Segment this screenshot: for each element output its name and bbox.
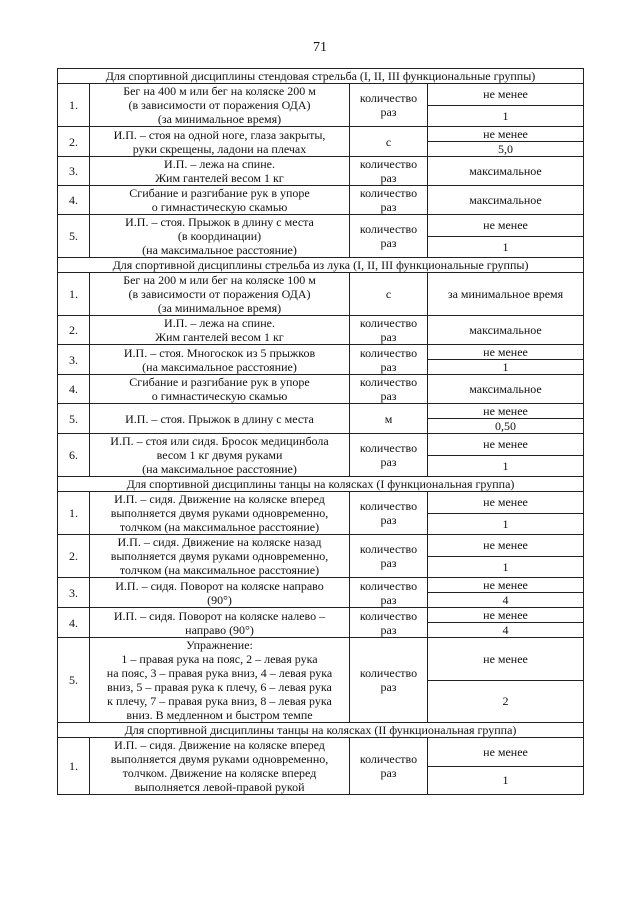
- section-header-row: [58, 477, 584, 492]
- exercise-line: И.П. – стоя на одной ноге, глаза закрыты,: [113, 127, 326, 142]
- criterion: максимальное: [428, 375, 584, 404]
- exercise-line: (на максимальное расстояние): [142, 243, 297, 257]
- exercise-line: (за минимальное время): [157, 301, 282, 315]
- unit-line: раз: [380, 236, 397, 250]
- unit-line: с: [385, 134, 392, 149]
- criterion: не менее: [428, 127, 584, 142]
- unit-of-measure: [350, 404, 428, 434]
- unit-line: раз: [380, 766, 397, 780]
- exercise-line: толчком (на максимальное расстояние): [119, 563, 320, 577]
- row-number: 1.: [58, 84, 90, 127]
- section-header-row: [58, 69, 584, 84]
- exercise-description: [90, 578, 350, 608]
- unit-of-measure: [350, 535, 428, 578]
- exercise-line: на пояс, 3 – правая рука вниз, 4 – левая рука: [106, 666, 333, 680]
- exercise-line: о гимнастическую скамью: [151, 200, 288, 214]
- table-row: [58, 492, 584, 514]
- standard-value: 1: [428, 236, 584, 258]
- row-number: 5.: [58, 638, 90, 723]
- exercise-line: Жим гантелей весом 1 кг: [155, 171, 284, 185]
- unit-of-measure: [350, 492, 428, 535]
- standard-value: 4: [428, 593, 584, 608]
- exercise-line: И.П. – сидя. Движение на коляске вперед: [114, 738, 325, 752]
- exercise-description: [90, 404, 350, 434]
- exercise-line: вниз, 5 – правая рука к плечу, 6 – левая рука: [107, 680, 332, 694]
- exercise-description: [90, 345, 350, 375]
- unit-of-measure: [350, 127, 428, 157]
- criterion: за минимальное время: [428, 273, 584, 316]
- exercise-description: [90, 186, 350, 215]
- exercise-line: весом 1 кг двумя руками: [156, 448, 283, 462]
- unit-of-measure: [350, 157, 428, 186]
- exercise-line: (на максимальное расстояние): [142, 359, 297, 374]
- exercise-line: о гимнастическую скамью: [151, 389, 288, 403]
- standards-table: [57, 68, 584, 795]
- unit-line: количество: [359, 186, 418, 200]
- unit-line: раз: [380, 200, 397, 214]
- row-number: 1.: [58, 273, 90, 316]
- unit-line: раз: [380, 622, 397, 637]
- exercise-line: Жим гантелей весом 1 кг: [155, 330, 284, 344]
- exercise-line: Упражнение:: [186, 638, 253, 652]
- exercise-line: (90°): [207, 592, 232, 607]
- unit-line: количество: [359, 157, 418, 171]
- exercise-description: [90, 127, 350, 157]
- exercise-line: выполняется левой-правой рукой: [134, 780, 305, 794]
- exercise-description: [90, 434, 350, 477]
- exercise-line: вниз. В медленном и быстром темпе: [126, 708, 313, 722]
- unit-of-measure: [350, 608, 428, 638]
- standard-value: 1: [428, 455, 584, 477]
- row-number: 4.: [58, 375, 90, 404]
- unit-of-measure: [350, 345, 428, 375]
- exercise-line: Бег на 200 м или бег на коляске 100 м: [123, 273, 316, 287]
- criterion: не менее: [428, 434, 584, 456]
- row-number: 2.: [58, 316, 90, 345]
- unit-line: количество: [359, 316, 418, 330]
- criterion: не менее: [428, 345, 584, 360]
- exercise-line: Сгибание и разгибание рук в упоре: [129, 186, 310, 200]
- exercise-description: [90, 738, 350, 795]
- standard-value: 5,0: [428, 142, 584, 157]
- exercise-line: направо (90°): [185, 622, 254, 637]
- unit-line: м: [384, 411, 393, 426]
- unit-line: раз: [380, 556, 397, 570]
- unit-line: раз: [380, 513, 397, 527]
- unit-line: количество: [359, 666, 418, 680]
- unit-of-measure: [350, 186, 428, 215]
- exercise-description: [90, 492, 350, 535]
- standard-value: 2: [428, 680, 584, 723]
- exercise-description: [90, 215, 350, 258]
- exercise-line: И.П. – стоя. Прыжок в длину с места: [125, 215, 314, 229]
- section-title: Для спортивной дисциплины стрельба из лука (I, II, III функциональные группы): [58, 258, 584, 273]
- row-number: 5.: [58, 404, 90, 434]
- exercise-line: (на максимальное расстояние): [142, 462, 297, 476]
- table-row: [58, 273, 584, 316]
- criterion: не менее: [428, 738, 584, 767]
- unit-line: количество: [359, 608, 418, 623]
- unit-of-measure: [350, 738, 428, 795]
- exercise-line: (за минимальное время): [157, 112, 282, 126]
- criterion: не менее: [428, 84, 584, 106]
- exercise-line: И.П. – сидя. Движение на коляске вперед: [114, 492, 325, 506]
- unit-line: количество: [359, 375, 418, 389]
- section-title: Для спортивной дисциплины стендовая стрельба (I, II, III функциональные группы): [58, 69, 584, 84]
- table-row: [58, 186, 584, 215]
- table-row: [58, 215, 584, 237]
- exercise-line: выполняется двумя руками одновременно,: [110, 549, 329, 563]
- exercise-line: 1 – правая рука на пояс, 2 – левая рука: [121, 652, 318, 666]
- unit-line: количество: [359, 752, 418, 766]
- unit-line: раз: [380, 592, 397, 607]
- standard-value: 1: [428, 766, 584, 795]
- exercise-line: выполняется двумя руками одновременно,: [110, 752, 329, 766]
- exercise-line: Бег на 400 м или бег на коляске 200 м: [123, 84, 316, 98]
- section-header-row: [58, 258, 584, 273]
- exercise-description: [90, 84, 350, 127]
- exercise-description: [90, 608, 350, 638]
- row-number: 4.: [58, 186, 90, 215]
- exercise-description: [90, 157, 350, 186]
- section-title: Для спортивной дисциплины танцы на колясках (I функциональная группа): [58, 477, 584, 492]
- unit-line: количество: [359, 578, 418, 593]
- row-number: 5.: [58, 215, 90, 258]
- exercise-line: И.П. – стоя. Прыжок в длину с места: [125, 411, 314, 426]
- criterion: не менее: [428, 578, 584, 593]
- unit-of-measure: [350, 434, 428, 477]
- standard-value: 1: [428, 513, 584, 535]
- exercise-line: (в координации): [177, 229, 262, 243]
- unit-line: раз: [380, 680, 397, 694]
- unit-of-measure: [350, 273, 428, 316]
- unit-line: раз: [380, 389, 397, 403]
- criterion: не менее: [428, 638, 584, 681]
- unit-of-measure: [350, 375, 428, 404]
- unit-of-measure: [350, 578, 428, 608]
- table-row: [58, 535, 584, 557]
- table-row: [58, 127, 584, 142]
- table-row: [58, 316, 584, 345]
- exercise-line: И.П. – сидя. Поворот на коляске налево –: [113, 608, 326, 623]
- exercise-line: И.П. – лежа на спине.: [164, 157, 275, 171]
- criterion: не менее: [428, 608, 584, 623]
- exercise-description: [90, 316, 350, 345]
- table-row: [58, 608, 584, 623]
- row-number: 4.: [58, 608, 90, 638]
- table-row: [58, 738, 584, 767]
- standard-value: 1: [428, 556, 584, 578]
- exercise-description: [90, 535, 350, 578]
- table-row: [58, 404, 584, 419]
- row-number: 3.: [58, 157, 90, 186]
- exercise-line: Сгибание и разгибание рук в упоре: [129, 375, 310, 389]
- unit-line: количество: [359, 222, 418, 236]
- criterion: максимальное: [428, 157, 584, 186]
- exercise-line: выполняется двумя руками одновременно,: [110, 506, 329, 520]
- exercise-description: [90, 638, 350, 723]
- exercise-line: И.П. – сидя. Поворот на коляске направо: [115, 578, 324, 593]
- exercise-line: И.П. – сидя. Движение на коляске назад: [117, 535, 322, 549]
- table-row: [58, 157, 584, 186]
- exercise-line: толчком (на максимальное расстояние): [119, 520, 320, 534]
- row-number: 1.: [58, 738, 90, 795]
- unit-of-measure: [350, 215, 428, 258]
- exercise-line: И.П. – стоя. Многоскок из 5 прыжков: [123, 345, 316, 360]
- page-number: 71: [313, 40, 327, 55]
- exercise-line: руки скрещены, ладони на плечах: [132, 141, 307, 156]
- exercise-description: [90, 273, 350, 316]
- unit-line: количество: [359, 91, 418, 105]
- section-header-row: [58, 723, 584, 738]
- exercise-description: [90, 375, 350, 404]
- criterion: максимальное: [428, 186, 584, 215]
- section-title: Для спортивной дисциплины танцы на колясках (II функциональная группа): [58, 723, 584, 738]
- unit-line: раз: [380, 330, 397, 344]
- unit-line: раз: [380, 105, 397, 119]
- table-row: [58, 84, 584, 106]
- unit-line: раз: [380, 455, 397, 469]
- unit-of-measure: [350, 638, 428, 723]
- exercise-line: толчком. Движение на коляске вперед: [122, 766, 317, 780]
- criterion: не менее: [428, 404, 584, 419]
- standard-value: 1: [428, 105, 584, 127]
- exercise-line: И.П. – стоя или сидя. Бросок медицинбола: [110, 434, 329, 448]
- unit-line: с: [385, 287, 392, 301]
- row-number: 2.: [58, 535, 90, 578]
- exercise-line: (в зависимости от поражения ОДА): [128, 287, 311, 301]
- table-row: [58, 638, 584, 681]
- unit-line: количество: [359, 345, 418, 360]
- standard-value: 4: [428, 623, 584, 638]
- table-row: [58, 345, 584, 360]
- unit-line: раз: [380, 171, 397, 185]
- standard-value: 0,50: [428, 419, 584, 434]
- unit-line: количество: [359, 542, 418, 556]
- criterion: не менее: [428, 535, 584, 557]
- unit-line: количество: [359, 441, 418, 455]
- exercise-line: И.П. – лежа на спине.: [164, 316, 275, 330]
- criterion: не менее: [428, 215, 584, 237]
- standard-value: 1: [428, 360, 584, 375]
- unit-of-measure: [350, 316, 428, 345]
- row-number: 1.: [58, 492, 90, 535]
- row-number: 3.: [58, 345, 90, 375]
- table-row: [58, 434, 584, 456]
- unit-of-measure: [350, 84, 428, 127]
- unit-line: количество: [359, 499, 418, 513]
- exercise-line: (в зависимости от поражения ОДА): [128, 98, 311, 112]
- row-number: 6.: [58, 434, 90, 477]
- table-row: [58, 375, 584, 404]
- exercise-line: к плечу, 7 – правая рука вниз, 8 – левая рука: [107, 694, 332, 708]
- criterion: максимальное: [428, 316, 584, 345]
- unit-line: раз: [380, 359, 397, 374]
- row-number: 2.: [58, 127, 90, 157]
- row-number: 3.: [58, 578, 90, 608]
- table-row: [58, 578, 584, 593]
- criterion: не менее: [428, 492, 584, 514]
